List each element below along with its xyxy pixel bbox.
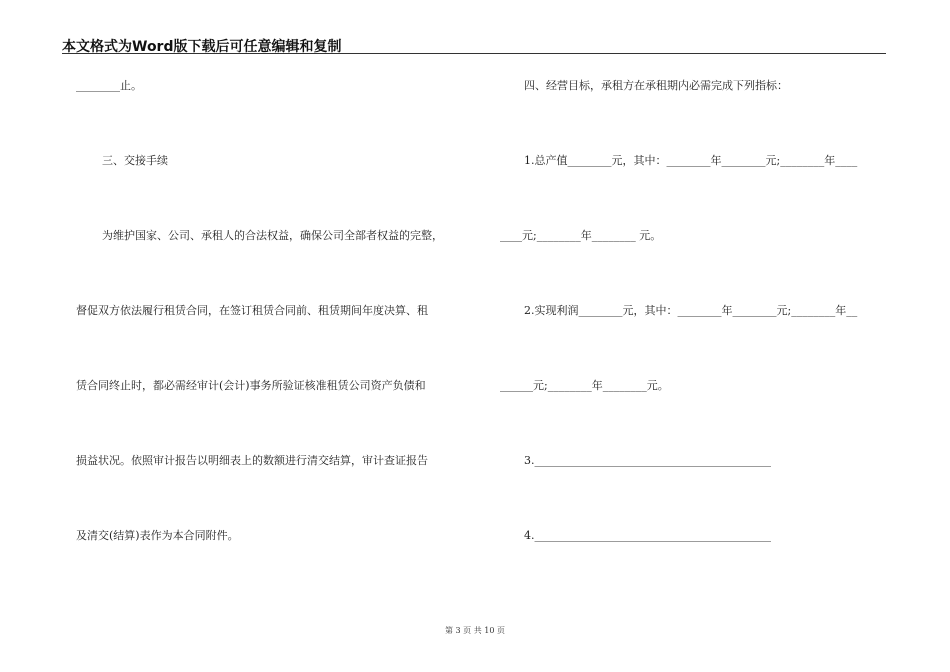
section-heading-targets: 四、经营目标，承租方在承租期内必需完成下列指标： <box>524 79 788 92</box>
left-line-1: ________止。 <box>76 79 142 92</box>
left-paragraph-line-3: 赁合同终止时，都必需经审计(会计)事务所验证核准租赁公司资产负债和 <box>76 379 426 392</box>
target-profit-line-2: ______元;________年________元。 <box>500 379 669 392</box>
target-profit-line-1: 2.实现利润________元，其中：________年________元;________年__ <box>524 304 858 317</box>
left-paragraph-line-1: 为维护国家、公司、承租人的合法权益，确保公司全部者权益的完整， <box>102 229 443 242</box>
left-paragraph-line-4: 损益状况。依照审计报告以明细表上的数额进行清交结算，审计查证报告 <box>76 454 428 467</box>
section-heading-handover: 三、交接手续 <box>102 154 168 167</box>
page-number-footer: 第 3 页 共 10 页 <box>445 626 505 635</box>
left-paragraph-line-2: 督促双方依法履行租赁合同，在签订租赁合同前、租赁期间年度决算、租 <box>76 304 428 317</box>
target-total-output-line-2: ____元;________年________ 元。 <box>500 229 662 242</box>
document-header-title: 本文格式为Word版下载后可任意编辑和复制 <box>62 39 342 55</box>
left-paragraph-line-5: 及清交(结算)表作为本合同附件。 <box>76 529 239 542</box>
target-item-4: 4.___________________________________________ <box>524 529 771 542</box>
header-divider <box>62 53 886 54</box>
target-item-3: 3.___________________________________________ <box>524 454 771 467</box>
target-total-output-line-1: 1.总产值________元，其中：________年________元;________年____ <box>524 154 858 167</box>
